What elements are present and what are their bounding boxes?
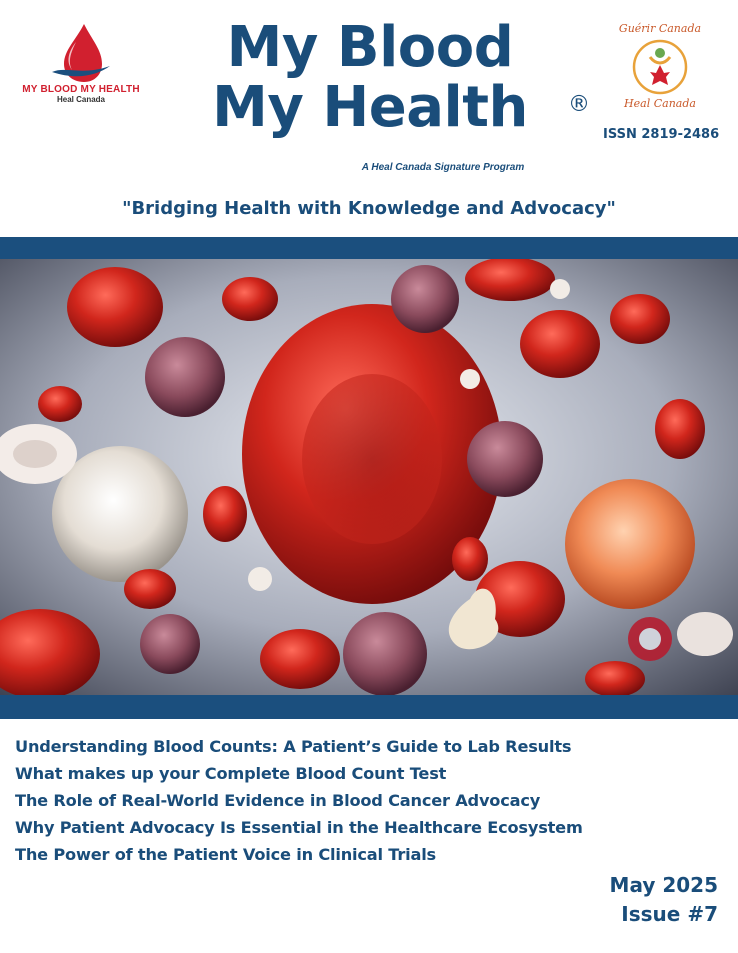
my-blood-my-health-logo xyxy=(16,22,146,112)
program-tagline: A Heal Canada Signature Program xyxy=(361,162,525,173)
issue-number: Issue #7 xyxy=(621,902,718,926)
motto-banner: "Bridging Health with Knowledge and Advocacy" xyxy=(122,198,616,219)
heal-canada-logo xyxy=(600,22,720,110)
registered-mark: ® xyxy=(568,92,590,117)
headline-item: What makes up your Complete Blood Count Test xyxy=(15,764,447,783)
masthead-title xyxy=(150,15,590,140)
issue-date: May 2025 xyxy=(609,873,718,897)
headline-item: Understanding Blood Counts: A Patient’s Guide to Lab Results xyxy=(15,737,572,756)
bottom-divider-band xyxy=(0,695,738,719)
masthead-line-2: My Health xyxy=(212,75,528,140)
cover-headlines xyxy=(15,733,730,868)
left-logo-brand: MY BLOOD MY HEALTH xyxy=(22,84,140,95)
blood-cells-illustration xyxy=(0,259,738,695)
right-logo-bottom-text: Heal Canada xyxy=(624,97,696,110)
top-divider-band xyxy=(0,237,738,259)
headline-item: Why Patient Advocacy Is Essential in the Healthcare Ecosystem xyxy=(15,818,583,837)
maple-leaf-figure-icon xyxy=(632,39,688,95)
masthead-line-1: My Blood xyxy=(226,15,514,80)
headline-item: The Role of Real-World Evidence in Blood Cancer Advocacy xyxy=(15,791,541,810)
right-logo-top-text: Guérir Canada xyxy=(618,22,702,35)
left-logo-sub: Heal Canada xyxy=(56,95,106,104)
issn-number: ISSN 2819-2486 xyxy=(603,127,720,142)
headline-item: The Power of the Patient Voice in Clinical Trials xyxy=(15,845,436,864)
blood-drop-icon xyxy=(46,22,116,84)
